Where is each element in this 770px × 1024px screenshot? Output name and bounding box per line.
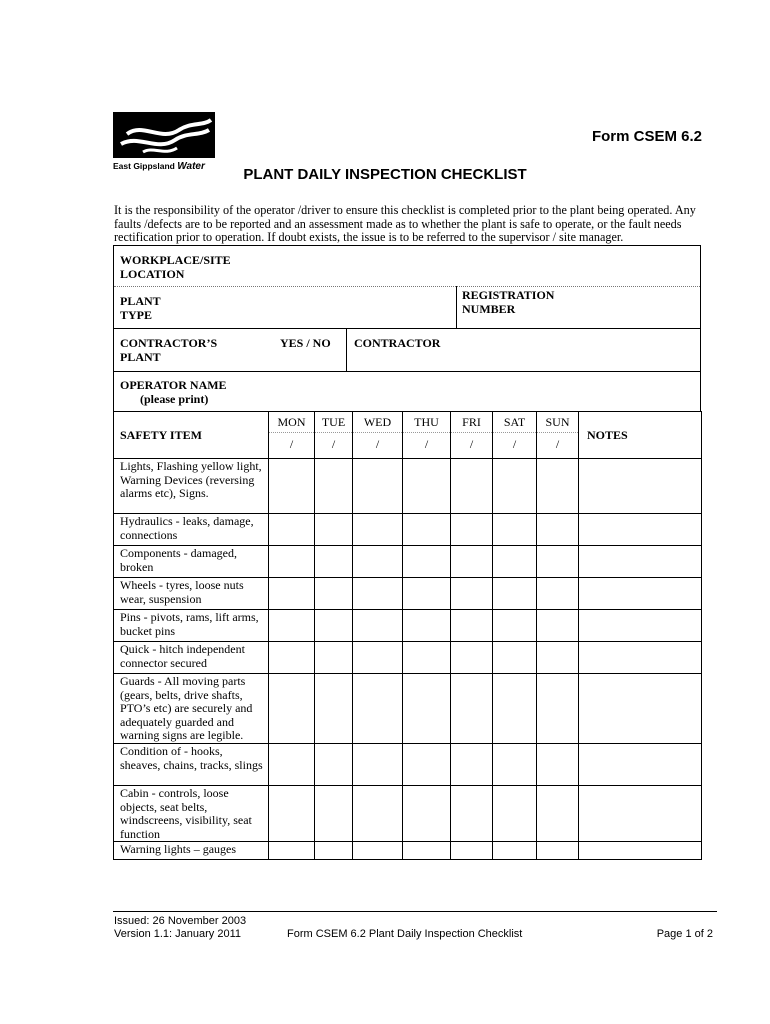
workplace-field[interactable] [244, 252, 694, 282]
notes-header: NOTES [579, 412, 702, 459]
logo-org-word: Water [177, 161, 205, 172]
table-row [114, 514, 702, 546]
footer-version: Version 1.1: January 2011 [114, 928, 241, 940]
check-cell[interactable] [269, 459, 315, 514]
workplace-label: WORKPLACE/SITE LOCATION [120, 253, 231, 281]
safety-item-label: Warning lights – gauges [114, 842, 269, 860]
day-column-header [353, 412, 403, 459]
check-cell[interactable] [403, 514, 451, 546]
check-cell[interactable] [537, 842, 579, 860]
check-cell[interactable] [493, 785, 537, 841]
day-label-tue: TUE [315, 412, 352, 433]
check-cell[interactable] [537, 642, 579, 674]
safety-item-label: Components - damaged, broken [114, 546, 269, 578]
check-cell[interactable] [353, 514, 403, 546]
check-cell[interactable] [493, 459, 537, 514]
footer-divider [113, 911, 717, 912]
check-cell[interactable] [269, 514, 315, 546]
safety-item-label: Pins - pivots, rams, lift arms, bucket pins [114, 610, 269, 642]
info-box [113, 245, 701, 412]
check-cell[interactable] [451, 514, 493, 546]
logo-org-prefix: East Gippsland [113, 161, 175, 171]
table-header-row [114, 412, 702, 459]
yes-no-label[interactable]: YES / NO [280, 336, 331, 350]
check-cell[interactable] [537, 578, 579, 610]
table-row [114, 642, 702, 674]
check-cell[interactable] [403, 546, 451, 578]
check-cell[interactable] [403, 642, 451, 674]
date-field-sat[interactable]: / [512, 437, 517, 451]
day-label-mon: MON [269, 412, 314, 433]
check-cell[interactable] [353, 785, 403, 841]
check-cell[interactable] [403, 674, 451, 744]
contractor-field[interactable] [454, 334, 694, 366]
check-cell[interactable] [493, 642, 537, 674]
table-row [114, 743, 702, 785]
day-label-fri: FRI [451, 412, 492, 433]
check-cell[interactable] [493, 578, 537, 610]
form-code: Form CSEM 6.2 [591, 128, 702, 145]
check-cell[interactable] [353, 610, 403, 642]
notes-cell[interactable] [579, 459, 702, 514]
day-label-sun: SUN [537, 412, 578, 433]
table-row [114, 610, 702, 642]
organisation-logo [113, 112, 217, 174]
check-cell[interactable] [269, 785, 315, 841]
safety-item-header: SAFETY ITEM [114, 412, 269, 459]
date-field-sun[interactable]: / [555, 437, 560, 451]
logo-mark [113, 112, 215, 158]
check-cell[interactable] [537, 546, 579, 578]
check-cell[interactable] [403, 578, 451, 610]
registration-label: REGISTRATION NUMBER [462, 288, 555, 316]
notes-cell[interactable] [579, 642, 702, 674]
check-cell[interactable] [451, 674, 493, 744]
inspection-checklist-table [113, 411, 702, 860]
table-row [114, 842, 702, 860]
check-cell[interactable] [315, 842, 353, 860]
check-cell[interactable] [403, 610, 451, 642]
notes-cell[interactable] [579, 578, 702, 610]
check-cell[interactable] [269, 674, 315, 744]
contractors-plant-label: CONTRACTOR’S PLANT [120, 336, 218, 364]
date-field-wed[interactable]: / [375, 437, 380, 451]
operator-name-field[interactable] [314, 376, 694, 406]
footer-page-number: Page 1 of 2 [656, 928, 713, 940]
check-cell[interactable] [315, 546, 353, 578]
check-cell[interactable] [403, 459, 451, 514]
check-cell[interactable] [353, 842, 403, 860]
check-cell[interactable] [493, 674, 537, 744]
safety-item-label: Quick - hitch independent connector secured [114, 642, 269, 674]
check-cell[interactable] [451, 743, 493, 785]
safety-item-label: Hydraulics - leaks, damage, connections [114, 514, 269, 546]
check-cell[interactable] [403, 842, 451, 860]
check-cell[interactable] [269, 642, 315, 674]
check-cell[interactable] [537, 785, 579, 841]
notes-cell[interactable] [579, 743, 702, 785]
operator-name-label: OPERATOR NAME [120, 378, 227, 392]
check-cell[interactable] [451, 642, 493, 674]
table-row [114, 674, 702, 744]
check-cell[interactable] [315, 459, 353, 514]
day-column-header [269, 412, 315, 459]
notes-cell[interactable] [579, 842, 702, 860]
day-column-header [403, 412, 451, 459]
check-cell[interactable] [403, 743, 451, 785]
notes-cell[interactable] [579, 610, 702, 642]
check-cell[interactable] [353, 578, 403, 610]
footer-issued: Issued: 26 November 2003 [114, 915, 247, 927]
check-cell[interactable] [537, 610, 579, 642]
date-field-tue[interactable]: / [331, 437, 336, 451]
date-field-mon[interactable]: / [289, 437, 294, 451]
table-row [114, 578, 702, 610]
check-cell[interactable] [493, 842, 537, 860]
date-field-fri[interactable]: / [469, 437, 474, 451]
check-cell[interactable] [537, 514, 579, 546]
water-waves-icon [113, 112, 215, 158]
check-cell[interactable] [451, 785, 493, 841]
check-cell[interactable] [451, 842, 493, 860]
notes-cell[interactable] [579, 785, 702, 841]
table-row [114, 459, 702, 514]
check-cell[interactable] [353, 459, 403, 514]
safety-item-label: Guards - All moving parts (gears, belts, drive shafts, PTO’s etc) are securely and adequately guarded and warning signs are legible. [114, 674, 269, 744]
day-label-sat: SAT [493, 412, 536, 433]
check-cell[interactable] [269, 610, 315, 642]
safety-item-label: Condition of - hooks, sheaves, chains, tracks, slings [114, 743, 269, 785]
plant-type-label: PLANT TYPE [120, 294, 161, 322]
check-cell[interactable] [315, 674, 353, 744]
date-field-thu[interactable]: / [424, 437, 429, 451]
check-cell[interactable] [451, 578, 493, 610]
check-cell[interactable] [537, 459, 579, 514]
footer-form-title: Form CSEM 6.2 Plant Daily Inspection Checklist [287, 928, 523, 940]
day-column-header [315, 412, 353, 459]
check-cell[interactable] [493, 610, 537, 642]
check-cell[interactable] [493, 546, 537, 578]
check-cell[interactable] [353, 674, 403, 744]
check-cell[interactable] [353, 642, 403, 674]
check-cell[interactable] [269, 546, 315, 578]
safety-item-label: Wheels - tyres, loose nuts wear, suspension [114, 578, 269, 610]
check-cell[interactable] [537, 743, 579, 785]
check-cell[interactable] [493, 743, 537, 785]
check-cell[interactable] [269, 842, 315, 860]
plant-type-field[interactable] [272, 294, 452, 322]
check-cell[interactable] [451, 459, 493, 514]
day-column-header [451, 412, 493, 459]
check-cell[interactable] [403, 785, 451, 841]
table-row [114, 546, 702, 578]
safety-item-label: Lights, Flashing yellow light, Warning Devices (reversing alarms etc), Signs. [114, 459, 269, 514]
check-cell[interactable] [493, 514, 537, 546]
intro-paragraph: It is the responsibility of the operator /driver to ensure this checklist is completed prior to the plant being operated. Any faults /defects are to be reported and an assessment made as to whether the plant is safe to operate, or the fault needs rectification prior to operation. If doubt exists, the issue is to be referred to the supervisor / site manager. [114, 203, 696, 245]
check-cell[interactable] [353, 743, 403, 785]
check-cell[interactable] [451, 610, 493, 642]
notes-cell[interactable] [579, 674, 702, 744]
check-cell[interactable] [315, 610, 353, 642]
check-cell[interactable] [451, 546, 493, 578]
check-cell[interactable] [353, 546, 403, 578]
contractor-label: CONTRACTOR [354, 336, 441, 350]
check-cell[interactable] [315, 642, 353, 674]
registration-field[interactable] [584, 290, 694, 324]
day-label-wed: WED [353, 412, 402, 433]
check-cell[interactable] [537, 674, 579, 744]
table-row [114, 785, 702, 841]
notes-cell[interactable] [579, 514, 702, 546]
operator-name-hint: (please print) [140, 392, 209, 406]
check-cell[interactable] [315, 578, 353, 610]
check-cell[interactable] [269, 578, 315, 610]
day-column-header [537, 412, 579, 459]
safety-item-label: Cabin - controls, loose objects, seat belts, windscreens, visibility, seat function [114, 785, 269, 841]
day-label-thu: THU [403, 412, 450, 433]
notes-cell[interactable] [579, 546, 702, 578]
check-cell[interactable] [269, 743, 315, 785]
check-cell[interactable] [315, 514, 353, 546]
check-cell[interactable] [315, 743, 353, 785]
day-column-header [493, 412, 537, 459]
check-cell[interactable] [315, 785, 353, 841]
page-title: PLANT DAILY INSPECTION CHECKLIST [243, 166, 527, 183]
